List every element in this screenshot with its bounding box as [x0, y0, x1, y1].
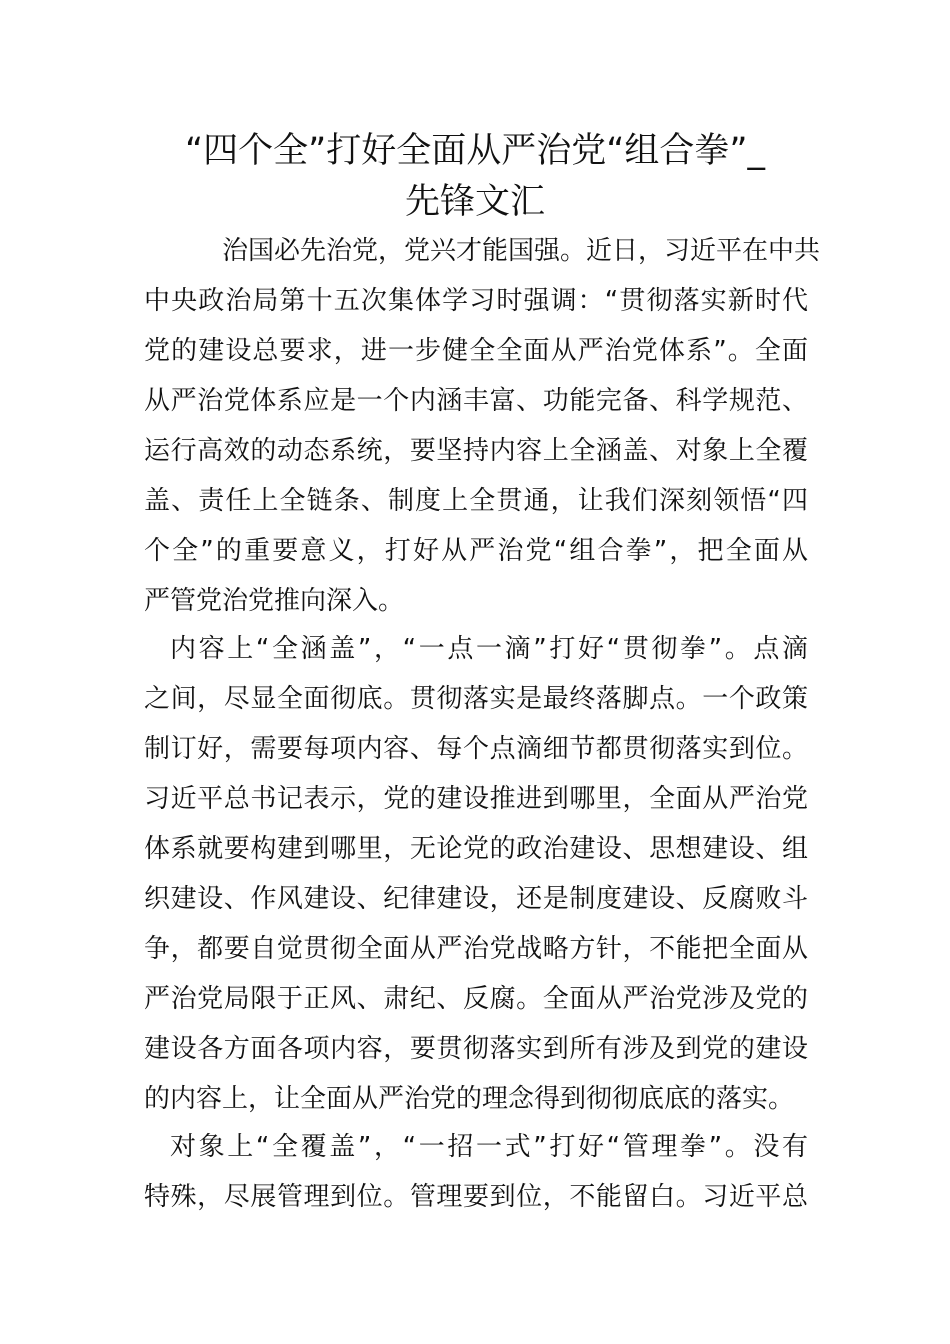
document-title-line-1: “四个全”打好全面从严治党“组合拳”_ — [184, 131, 766, 171]
paragraph-3-line-1: 对象上“全覆盖”，“一招一式”打好“管理拳”。没有 — [170, 1132, 808, 1162]
paragraph-2-line-8: 严治党局限于正风、肃纪、反腐。全面从严治党涉及党的 — [144, 984, 808, 1014]
paragraph-1-line-2: 中央政治局第十五次集体学习时强调：“贯彻落实新时代 — [144, 286, 808, 316]
paragraph-2-line-6: 织建设、作风建设、纪律建设，还是制度建设、反腐败斗 — [144, 884, 808, 914]
paragraph-2-line-9: 建设各方面各项内容，要贯彻落实到所有涉及到党的建设 — [144, 1034, 808, 1064]
paragraph-2-line-10: 的内容上，让全面从严治党的理念得到彻彻底底的落实。 — [144, 1084, 795, 1114]
paragraph-1-line-3: 党的建设总要求，进一步健全全面从严治党体系”。全面 — [144, 336, 808, 366]
paragraph-1-line-4: 从严治党体系应是一个内涵丰富、功能完备、科学规范、 — [144, 386, 808, 416]
paragraph-2-line-4: 习近平总书记表示，党的建设推进到哪里，全面从严治党 — [144, 784, 808, 814]
paragraph-3-line-2: 特殊，尽展管理到位。管理要到位，不能留白。习近平总 — [144, 1182, 808, 1212]
paragraph-2-line-7: 争，都要自觉贯彻全面从严治党战略方针，不能把全面从 — [144, 934, 808, 964]
paragraph-2-line-5: 体系就要构建到哪里，无论党的政治建设、思想建设、组 — [144, 834, 808, 864]
paragraph-1-line-5: 运行高效的动态系统，要坚持内容上全涵盖、对象上全覆 — [144, 436, 808, 466]
paragraph-1-line-7: 个全”的重要意义，打好从严治党“组合拳”，把全面从 — [144, 536, 808, 566]
paragraph-2-line-3: 制订好，需要每项内容、每个点滴细节都贯彻落实到位。 — [144, 734, 808, 764]
paragraph-2-line-2: 之间，尽显全面彻底。贯彻落实是最终落脚点。一个政策 — [144, 684, 808, 714]
paragraph-1-line-1: 治国必先治党，党兴才能国强。近日，习近平在中共 — [222, 236, 821, 266]
paragraph-2-line-1: 内容上“全涵盖”，“一点一滴”打好“贯彻拳”。点滴 — [170, 634, 808, 664]
paragraph-1-line-8: 严管党治党推向深入。 — [144, 586, 405, 616]
paragraph-1-line-6: 盖、责任上全链条、制度上全贯通，让我们深刻领悟“四 — [144, 486, 808, 516]
document-title-line-2: 先锋文汇 — [404, 182, 545, 222]
